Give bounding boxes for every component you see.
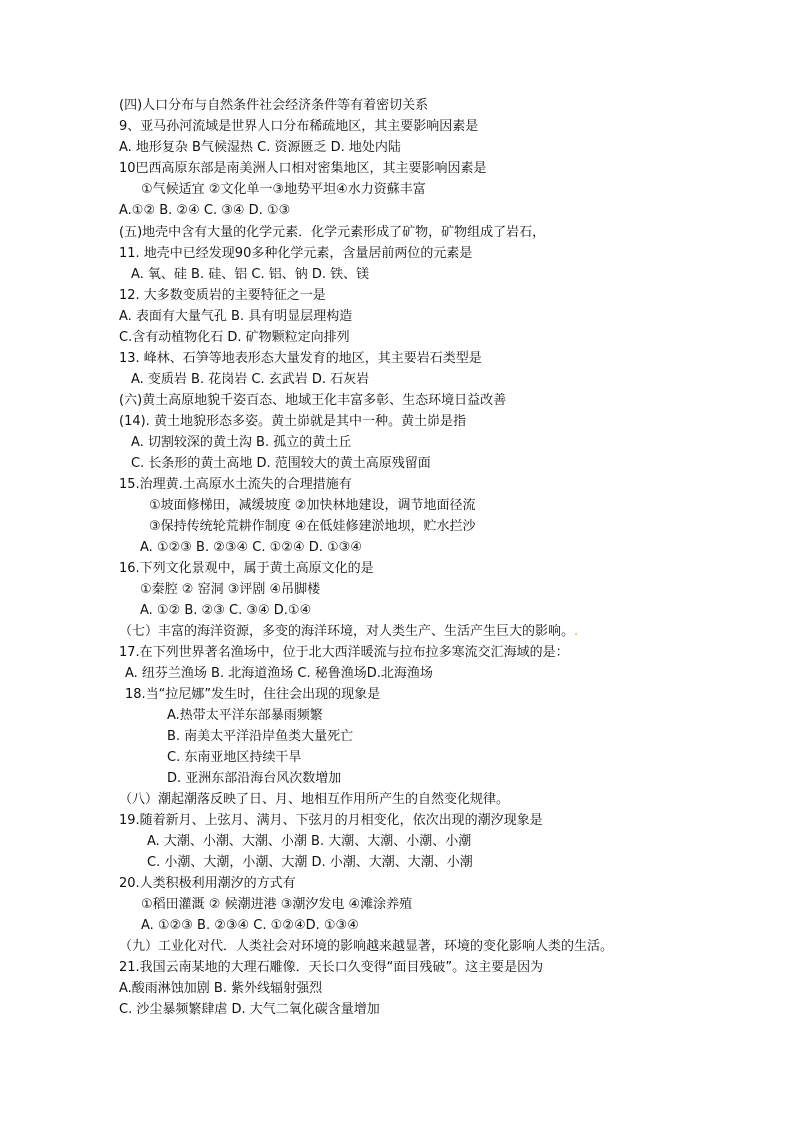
question-11-options: A. 氧、硅 B. 硅、铝 C. 铝、钠 D. 铁、镁 bbox=[131, 267, 370, 282]
question-15-items-2: ③保持传统轮荒耕作制度 ④在低娃修建淤地坝，贮水拦沙 bbox=[149, 519, 476, 534]
question-14-options-ab: A. 切割较深的黄土沟 B. 孤立的黄土丘 bbox=[131, 435, 352, 450]
question-19: 19.随着新月、上弦月、满月、下弦月的月相变化，依次出现的潮汐现象是 bbox=[119, 813, 543, 828]
section-4-heading: (四)人口分布与自然条件社会经济条件等有着密切关系 bbox=[119, 98, 429, 113]
question-19-options-ab: A. 大潮、小潮、大潮、小潮 B. 大潮、大潮、小潮、小潮 bbox=[147, 834, 472, 849]
question-10: 10巴西高原东部是南美洲人口相对密集地区，其主要影响因素是 bbox=[119, 161, 487, 176]
section-6-heading: (六)黄土高原地貌千姿百态、地域王化丰富多彰、生态环境日益改善 bbox=[119, 393, 507, 408]
question-18-option-d: D. 亚洲东部沿海台风次数增加 bbox=[167, 771, 342, 786]
question-18-option-a: A.热带太平洋东部暴雨频繁 bbox=[167, 708, 323, 723]
question-10-options: A.①② B. ②④ C. ③④ D. ①③ bbox=[119, 203, 291, 218]
question-12-options-cd: C.含有动植物化石 D. 矿物颗粒定向排列 bbox=[119, 330, 350, 345]
question-18-option-b: B. 南美太平洋沿岸鱼类大量死亡 bbox=[167, 729, 354, 744]
question-15-items-1: ①坡面修梯田，减缓坡度 ②加快林地建设，调节地面径流 bbox=[149, 498, 476, 513]
section-5-heading: (五)地壳中含有大量的化学元素．化学元素形成了矿物，矿物组成了岩石， bbox=[119, 225, 546, 240]
question-16-items: ①秦腔 ② 窑洞 ③评剧 ④吊脚楼 bbox=[140, 582, 321, 597]
section-8-heading: （八）潮起潮落反映了日、月、地相互作用所产生的自然变化规律。 bbox=[119, 792, 510, 807]
section-9-heading: （九）工业化对代．人类社会对环境的影响越来越显著，环境的变化影响人类的生活。 bbox=[119, 939, 614, 954]
question-21: 21.我国云南某地的大理石雕像．天长口久变得“面目残破”。这主要是因为 bbox=[119, 960, 544, 975]
question-21-options-cd: C. 沙尘暴频繁肆虐 D. 大气二氧化碳含量增加 bbox=[119, 1002, 380, 1017]
question-12: 12. 大多数变质岩的主要特征之一是 bbox=[119, 288, 326, 303]
question-11: 11. 地壳中已经发现90多种化学元素，含量居前两位的元素是 bbox=[119, 246, 473, 261]
question-17: 17.在下列世界著名渔场中，位于北大西洋暖流与拉布拉多寒流交汇海域的是： bbox=[119, 645, 569, 660]
question-13: 13. 峰林、石笋等地表形态大量发育的地区，其主要岩石类型是 bbox=[119, 351, 482, 366]
stray-mark: . bbox=[574, 624, 579, 639]
question-20-items: ①稻田灌溉 ② 候潮进港 ③潮汐发电 ④滩涂养殖 bbox=[141, 897, 413, 912]
question-14-options-cd: C. 长条形的黄土高地 D. 范围较大的黄土高原残留面 bbox=[131, 456, 431, 471]
question-18-option-c: C. 东南亚地区持续干旱 bbox=[167, 750, 302, 765]
question-15: 15.治理黄.土高原水土流失的合理措施有 bbox=[119, 477, 352, 492]
question-15-options: A. ①②③ B. ②③④ C. ①②④ D. ①③④ bbox=[140, 540, 362, 555]
question-16: 16.下列文化景观中，属于黄土高原文化的是 bbox=[119, 561, 374, 576]
question-18: 18.当“拉尼娜”发生时，住往会出现的现象是 bbox=[125, 687, 381, 702]
question-20-options: A. ①②③ B. ②③④ C. ①②④D. ①③④ bbox=[141, 918, 359, 933]
question-10-items: ①气候适宜 ②文化单一③地势平坦④水力资蘇丰富 bbox=[141, 182, 426, 197]
question-13-options: A. 变质岩 B. 花岗岩 C. 玄武岩 D. 石灰岩 bbox=[131, 372, 370, 387]
question-19-options-cd: C. 小潮、大潮，小潮、大潮 D. 小潮、大潮、大潮、小潮 bbox=[147, 855, 473, 870]
question-21-options-ab: A.酸雨淋蚀加剧 B. 紫外线辐射强烈 bbox=[119, 981, 323, 996]
question-14: (14). 黄土地貌形态多姿。黄土峁就是其中一种。黄土峁是指 bbox=[119, 414, 466, 429]
question-20: 20.人类积极利用潮汐的方式有 bbox=[119, 876, 296, 891]
question-9: 9、亚马孙河流域是世界人口分布稀疏地区，其主要影响因素是 bbox=[119, 119, 479, 134]
question-9-options: A. 地形复杂 B气候湿热 C. 资源匮乏 D. 地处内陆 bbox=[119, 140, 401, 155]
section-7-heading: （七）丰富的海洋资源，多变的海洋环境，对人类生产、生活产生巨大的影响。. bbox=[119, 624, 579, 639]
question-12-options-ab: A. 表面有大量气孔 B. 具有明显层理构造 bbox=[119, 309, 353, 324]
question-17-options: A. 纽芬兰渔场 B. 北海道渔场 C. 秘鲁渔场D.北海渔场 bbox=[125, 666, 433, 681]
question-16-options: A. ①② B. ②③ C. ③④ D.①④ bbox=[140, 603, 312, 618]
